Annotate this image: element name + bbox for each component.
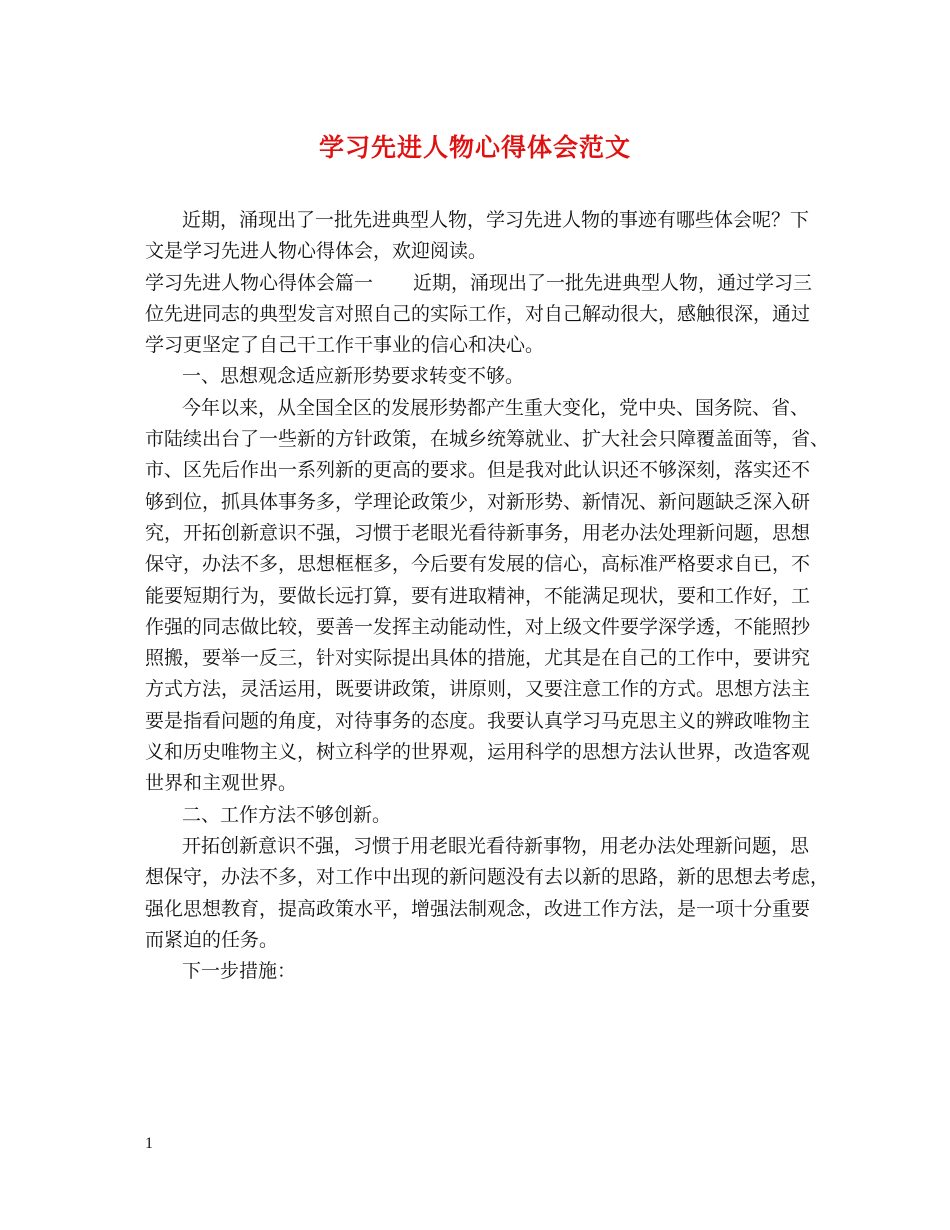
paragraph-line: 市、区先后作出一系列新的更高的要求。但是我对此认识还不够深刻，落实还不 (145, 459, 811, 482)
page-number: 1 (145, 1135, 153, 1152)
paragraph-line: 学习更坚定了自己干工作干事业的信心和决心。 (145, 334, 545, 357)
paragraph-line: 照搬，要举一反三，针对实际提出具体的措施，尤其是在自己的工作中，要讲究 (145, 647, 811, 670)
point-heading: 二、工作方法不够创新。 (182, 803, 392, 826)
paragraph-line: 强化思想教育，提高政策水平，增强法制观念，改进工作方法，是一项十分重要 (145, 897, 811, 920)
paragraph-line: 开拓创新意识不强，习惯于用老眼光看待新事物，用老办法处理新问题，思 (182, 834, 810, 857)
paragraph-line: 要是指看问题的角度，对待事务的态度。我要认真学习马克思主义的辨政唯物主 (145, 709, 811, 732)
document-body (145, 205, 830, 987)
paragraph-line: 够到位，抓具体事务多，学理论政策少，对新形势、新情况、新问题缺乏深入研 (145, 490, 811, 513)
paragraph-line: 市陆续出台了一些新的方针政策，在城乡统筹就业、扩大社会只障覆盖面等，省、 (145, 428, 830, 451)
section-heading: 学习先进人物心得体会篇一 (145, 271, 374, 294)
paragraph-line: 方式方法，灵活运用，既要讲政策，讲原则，又要注意工作的方式。思想方法主 (145, 678, 811, 701)
document-title: 学习先进人物心得体会范文 (318, 133, 631, 162)
next-steps-heading: 下一步措施： (182, 960, 297, 983)
paragraph-line: 义和历史唯物主义，树立科学的世界观，运用科学的思想方法认世界，改造客观 (145, 741, 811, 764)
paragraph-line: 世界和主观世界。 (145, 772, 298, 795)
section-text: 近期，涌现出了一批先进典型人物，通过学习三 (413, 271, 813, 294)
paragraph-line: 究，开拓创新意识不强，习惯于老眼光看待新事务，用老办法处理新问题，思想 (145, 521, 811, 544)
paragraph-line: 能要短期行为，要做长远打算，要有进取精神，不能满足现状，要和工作好，工 (145, 584, 811, 607)
intro-line: 文是学习先进人物心得体会，欢迎阅读。 (145, 240, 488, 263)
paragraph-line: 而紧迫的任务。 (145, 928, 279, 951)
paragraph-line: 作强的同志做比较，要善一发挥主动能动性，对上级文件要学深学透，不能照抄 (145, 615, 811, 638)
point-heading: 一、思想观念适应新形势要求转变不够。 (182, 365, 525, 388)
paragraph-line: 保守，办法不多，思想框框多，今后要有发展的信心，高标准严格要求自已，不 (145, 553, 811, 576)
paragraph-line: 今年以来，从全国全区的发展形势都产生重大变化，党中央、国务院、省、 (182, 396, 810, 419)
section-heading-line (145, 268, 815, 299)
paragraph-line: 想保守，办法不多，对工作中出现的新问题没有去以新的思路，新的思想去考虑， (145, 866, 830, 889)
intro-line: 近期，涌现出了一批先进典型人物，学习先进人物的事迹有哪些体会呢？下 (182, 209, 810, 231)
paragraph-line: 位先进同志的典型发言对照自己的实际工作，对自己解动很大，感触很深，通过 (145, 302, 811, 325)
